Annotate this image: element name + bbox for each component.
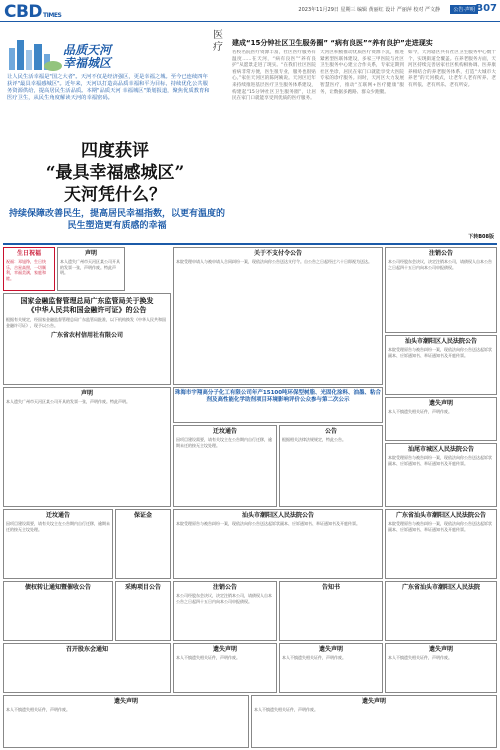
court-notice-guangdong: 广东省汕头市潮阳区人民法院公告 本院受理原告与被告纠纷一案，现依法向你公告送达起诉状副本、应诉通知书、举证通知书及开庭传票。 [385,509,497,579]
general-announcement: 公告 根据相关法律法规规定，特此公告。 [279,425,383,507]
environmental-disclosure: 珠海市宇翔高分子化工有限公司年产15100吨环保型树脂、光固化涂料、油墨、粘合剂及高性能化学助剂项目环境影响评价公众参与第二次公示 [173,387,383,423]
lost-statement-6: 遗失声明 本人不慎遗失相关证件，声明作废。 [251,695,497,748]
shareholder-meeting-notice: 召开股东会通知 [3,643,171,693]
section-tag: 公告·声明 [450,5,478,14]
article-column-2: 天河区积极推动优质医疗资源下沉，推进紧密型医联体建设，多家三甲医院与社区卫生服务中心建立合作关系，专家定期到社区坐诊，居民在家门口就能享受大医院专家的诊疗服务。同时，天河区大力发展智慧医疗，推动“互联网+医疗健康”服务，让数据多跑路、群众少跑腿。 [320,50,404,95]
statement-notice-2: 声明 本人遗失广州市天河区某公司开具的发票一张，声明作废。特此声明。 [3,387,171,507]
article-column-1: 名校名院医疗资源丰富，社区医疗服务有温度……在天河，“病有良医”“养有良护”从愿景走进了现实。“在我们社区医院看病非常方便，医生很专业，服务也很贴心。”家住天河区的陈阿姨说。天河区近年来持续推进基层医疗卫生服务体系建设，构建起“15分钟社区卫生服务圈”，让居民在家门口就能享受到优质的医疗服务。 [232,50,316,102]
guarantee-notice: 保证金 [115,509,171,579]
lost-statement-5: 遗失声明 本人不慎遗失相关证件，声明作废。 [3,695,249,748]
birthday-notice: 生日祝福 祝福：邓旭铮，生日快乐，吉星高照，一切顺利，幸福美满，家庭和睦。 [3,247,55,291]
court-payment-notice: 关于不支付令公告 本院受理申请人与被申请人合同纠纷一案，现依法向你公告送达支付令。自公告之日起经过六十日即视为送达。 [173,247,383,385]
lost-statement-3: 遗失声明 本人不慎遗失相关证件，声明作废。 [279,643,383,693]
header-meta: 2023年11月29日 星期三 编辑 黄丽红 设计 严丽萍 校对 严文静 [298,7,440,13]
notice-letter: 告知书 [279,581,383,641]
page-number: B07 [475,3,497,14]
section-side-label: 医疗 [213,30,223,53]
continue-note: 下转B08版 [468,234,494,240]
article-column-3: 如今，天河辖区共有社区卫生服务中心数十个，实现街道全覆盖。在养老服务方面，天河区持续完善居家社区机构相协调、医养康养相结合的养老服务体系，打造“大城市大养老”的天河模式，让老年人老有所养、老有所依、老有所乐、老有所安。 [408,50,496,88]
cancel-notice: 注销公告 本公司经股东会决议，决定注销本公司，请债权人自本公告之日起四十五日内向本公司申报债权。 [173,581,277,641]
court-notice-chaoyang: 汕头市潮阳区人民法院公告 本院受理原告与被告纠纷一案，现依法向你公告送达起诉状副本、应诉通知书、举证通知书及开庭传票。 [173,509,383,579]
banner-title: 品质天河 幸福城区 [63,43,112,70]
grave-relocation-notice: 迁坟通告 因项目建设需要，请有关坟主在公告期内自行迁移，逾期未迁的按无主坟处理。 [173,425,277,507]
statement-notice: 声明 本人遗失广州市天河区某公司开具的发票一张，声明作废。特此声明。 [57,247,125,291]
newspaper-logo: CBDTIMES [4,2,62,22]
grave-relocation-notice-2: 迁坟通告 因项目建设需要，请有关坟主在公告期内自行迁移，逾期未迁的按无主坟处理。 [3,509,113,579]
notices-section [3,243,497,748]
feature-subhead: 持续保障改善民生，提高居民幸福指数，以更有温度的民生塑造更有质感的幸福 [8,209,225,231]
article-title: 建成“15分钟社区卫生服务圈” “病有良医”“养有良护”走进现实 [232,39,433,47]
lost-statement-2: 遗失声明 本人不慎遗失相关证件，声明作废。 [173,643,277,693]
page-header [0,0,500,22]
banner-text: 让人民生活幸福是"国之大者"。天河不仅是经济强区，更是幸福之城。至今已连续四年获评"最具幸福感城区"。近年来，天河以打造高品质幸福和平为目标，持续优化公共服务资源供给，提高居民生活品质。本期"品质天河 幸福城区"策划报道，聚焦优质教育和医疗卫生，从民生角度解读天河的幸福密码。 [7,74,210,101]
feature-banner [3,36,213,112]
debt-transfer-notice: 债权转让通知暨催收公告 [3,581,113,641]
court-notice-chaoyang-2: 广东省汕头市潮阳区人民法院 [385,581,497,641]
lost-statement-1: 遗失声明 本人不慎遗失相关证件，声明作废。 [385,397,497,441]
feature-headline: 四度获评 “最具幸福感城区” 天河凭什么？ [45,141,185,205]
deregistration-notice: 注销公告 本公司经股东会决议，决定注销本公司，请债权人自本公告之日起四十五日内向本公司申报债权。 [385,247,497,333]
lost-statement-4: 遗失声明 本人不慎遗失相关证件，声明作废。 [385,643,497,693]
bank-license-notice: 国家金融监督管理总局广东监管局关于换发 《中华人民共和国金融许可证》的公告 根据有关规定，经国家金融监督管理总局广东监管局批准，以下机构换发《中华人民共和国金融许可证》，现予以公告。 广东省农村信用社有限公司 [3,293,171,385]
court-notice-shanwei: 汕尾市城区人民法院公告 本院受理原告与被告纠纷一案，现依法向你公告送达起诉状副本、应诉通知书、举证通知书及开庭传票。 [385,443,497,507]
court-notice-shantou: 汕头市潮阳区人民法院公告 本院受理原告与被告纠纷一案，现依法向你公告送达起诉状副本、应诉通知书、举证通知书及开庭传票。 [385,335,497,395]
city-skyline-icon [5,36,63,72]
tender-notice: 采购项目公告 [115,581,171,641]
